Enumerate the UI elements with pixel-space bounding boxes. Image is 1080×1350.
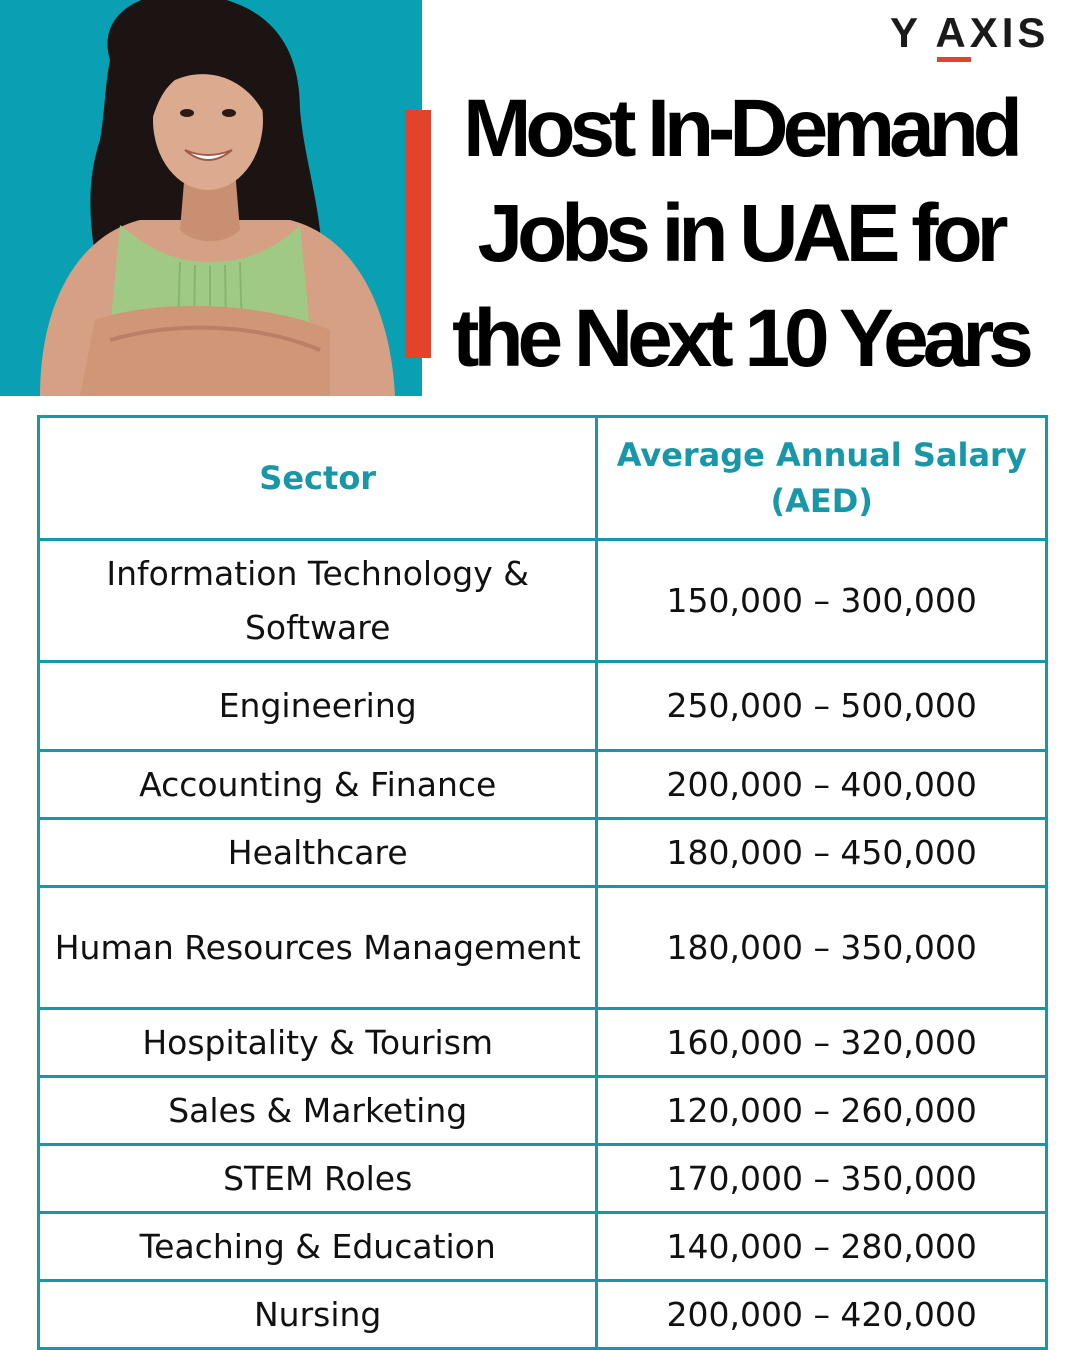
table-header-row <box>39 417 1047 540</box>
salary-cell: 150,000 – 300,000 <box>597 540 1047 662</box>
salary-cell: 250,000 – 500,000 <box>597 662 1047 751</box>
table-row <box>39 751 1047 819</box>
table-row <box>39 662 1047 751</box>
sector-cell: Information Technology & Software <box>39 540 597 662</box>
table-row <box>39 887 1047 1009</box>
salary-table <box>37 415 1048 1350</box>
column-header-salary: Average Annual Salary (AED) <box>597 417 1047 540</box>
table-row <box>39 1009 1047 1077</box>
woman-portrait-illustration <box>0 0 422 396</box>
salary-cell: 160,000 – 320,000 <box>597 1009 1047 1077</box>
table-row <box>39 819 1047 887</box>
title-line-2: Jobs in UAE for <box>477 188 1003 279</box>
column-header-sector: Sector <box>39 417 597 540</box>
table-row <box>39 1077 1047 1145</box>
sector-cell: Hospitality & Tourism <box>39 1009 597 1077</box>
sector-cell: STEM Roles <box>39 1145 597 1213</box>
logo-underline <box>937 57 971 62</box>
table-row <box>39 540 1047 662</box>
salary-cell: 180,000 – 450,000 <box>597 819 1047 887</box>
logo-text: Y AXIS <box>890 9 1050 56</box>
salary-cell: 200,000 – 420,000 <box>597 1281 1047 1349</box>
title-line-3: the Next 10 Years <box>452 293 1028 384</box>
sector-cell: Human Resources Management <box>39 887 597 1009</box>
salary-cell: 180,000 – 350,000 <box>597 887 1047 1009</box>
table-row <box>39 1281 1047 1349</box>
accent-bar <box>405 110 431 358</box>
salary-cell: 170,000 – 350,000 <box>597 1145 1047 1213</box>
sector-cell: Accounting & Finance <box>39 751 597 819</box>
sector-cell: Engineering <box>39 662 597 751</box>
table-row <box>39 1145 1047 1213</box>
sector-cell: Healthcare <box>39 819 597 887</box>
salary-cell: 140,000 – 280,000 <box>597 1213 1047 1281</box>
page-title <box>440 76 1040 391</box>
sector-cell: Teaching & Education <box>39 1213 597 1281</box>
sector-cell: Sales & Marketing <box>39 1077 597 1145</box>
salary-cell: 200,000 – 400,000 <box>597 751 1047 819</box>
hero-photo <box>0 0 422 396</box>
y-axis-logo <box>890 8 1070 64</box>
sector-cell: Nursing <box>39 1281 597 1349</box>
salary-cell: 120,000 – 260,000 <box>597 1077 1047 1145</box>
table-row <box>39 1213 1047 1281</box>
title-line-1: Most In-Demand <box>463 83 1017 174</box>
